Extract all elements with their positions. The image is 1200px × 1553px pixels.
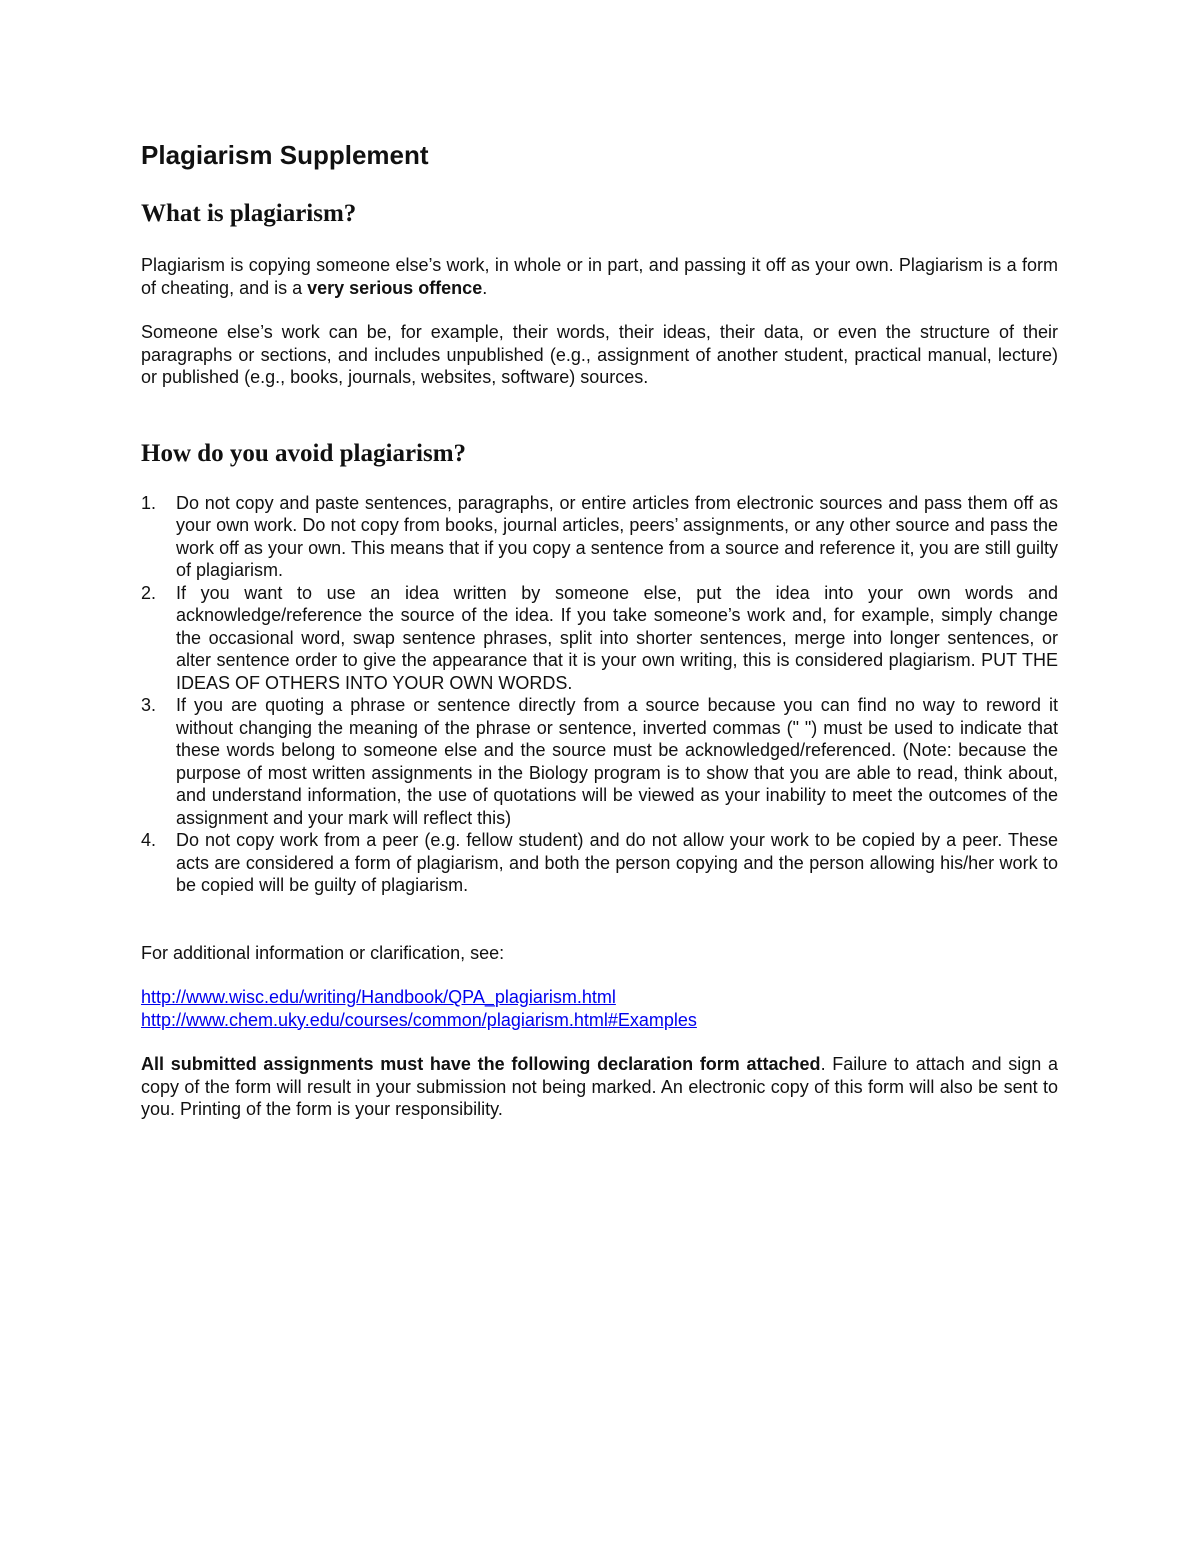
list-item [141, 492, 1058, 582]
avoid-list [141, 492, 1058, 897]
reference-links [141, 986, 1058, 1031]
section-heading-avoid: How do you avoid plagiarism? [141, 439, 467, 467]
definition-end: . [482, 277, 488, 298]
definition-paragraph [141, 254, 1058, 299]
link-wisc-handbook[interactable]: http://www.wisc.edu/writing/Handbook/QPA_plagiarism.html [141, 987, 616, 1007]
document-page [141, 138, 1058, 1121]
list-item [141, 694, 1058, 829]
declaration-text: . Failure to attach and sign a copy of the form will result in your submission not being marked. An electronic copy of this form will also be sent to you. Printing of the form is your responsibility. [141, 1054, 1058, 1119]
list-item-text: If you are quoting a phrase or sentence directly from a source because you can find no way to reword it without changing the meaning of the phrase or sentence, inverted commas (" ") must be used to indicate that these words belong to someone else and the source must be acknowledged/referenced. (Note: because the purpose of most written assignments in the Biology program is to show that you are able to read, think about, and understand information, the use of quotations will be viewed as your inability to meet the outcomes of the assignment and your mark will reflect this) [176, 695, 1058, 828]
list-number: 3. [141, 695, 157, 715]
definition-text: Plagiarism is copying someone else’s work, in whole or in part, and passing it off as your own. Plagiarism is a form of cheating, and is a [141, 255, 1058, 298]
list-item-text: If you want to use an idea written by someone else, put the idea into your own words and acknowledge/reference the source of the idea. If you take someone’s work and, for example, simply change the occasional word, swap sentence phrases, split into shorter sentences, merge into longer sentences, or alter sentence order to give the appearance that it is your own writing, this is considered plagiarism. PUT THE IDEAS OF OTHERS INTO YOUR OWN WORDS. [176, 582, 1058, 693]
list-number: 1. [141, 492, 157, 513]
additional-info-text: For additional information or clarification, see: [141, 942, 505, 963]
examples-paragraph: Someone else’s work can be, for example, their words, their ideas, their data, or even the structure of their paragraphs or sections, and includes unpublished (e.g., assignment of another student, practical manual, lecture) or published (e.g., books, journals, websites, software) sources. [141, 322, 1058, 387]
link-uky-plagiarism[interactable]: http://www.chem.uky.edu/courses/common/plagiarism.html#Examples [141, 1009, 697, 1030]
declaration-emphasis: All submitted assignments must have the following declaration form attached [141, 1054, 821, 1074]
page-title: Plagiarism Supplement [141, 140, 429, 170]
declaration-paragraph [141, 1053, 1058, 1121]
list-item [141, 582, 1058, 695]
list-item-text: Do not copy work from a peer (e.g. fellow student) and do not allow your work to be copied by a peer. These acts are considered a form of plagiarism, and both the person copying and the person allowing his/her work to be copied will be guilty of plagiarism. [176, 830, 1058, 895]
list-number: 2. [141, 582, 157, 603]
list-number: 4. [141, 830, 157, 850]
section-heading-what: What is plagiarism? [141, 200, 357, 227]
serious-offence-emphasis: very serious offence [307, 277, 483, 298]
list-item [141, 829, 1058, 897]
list-item-text: Do not copy and paste sentences, paragraphs, or entire articles from electronic sources and pass them off as your own work. Do not copy from books, journal articles, peers’ assignments, or any other source and pass the work off as your own. This means that if you copy a sentence from a source and reference it, you are still guilty of plagiarism. [176, 492, 1058, 580]
